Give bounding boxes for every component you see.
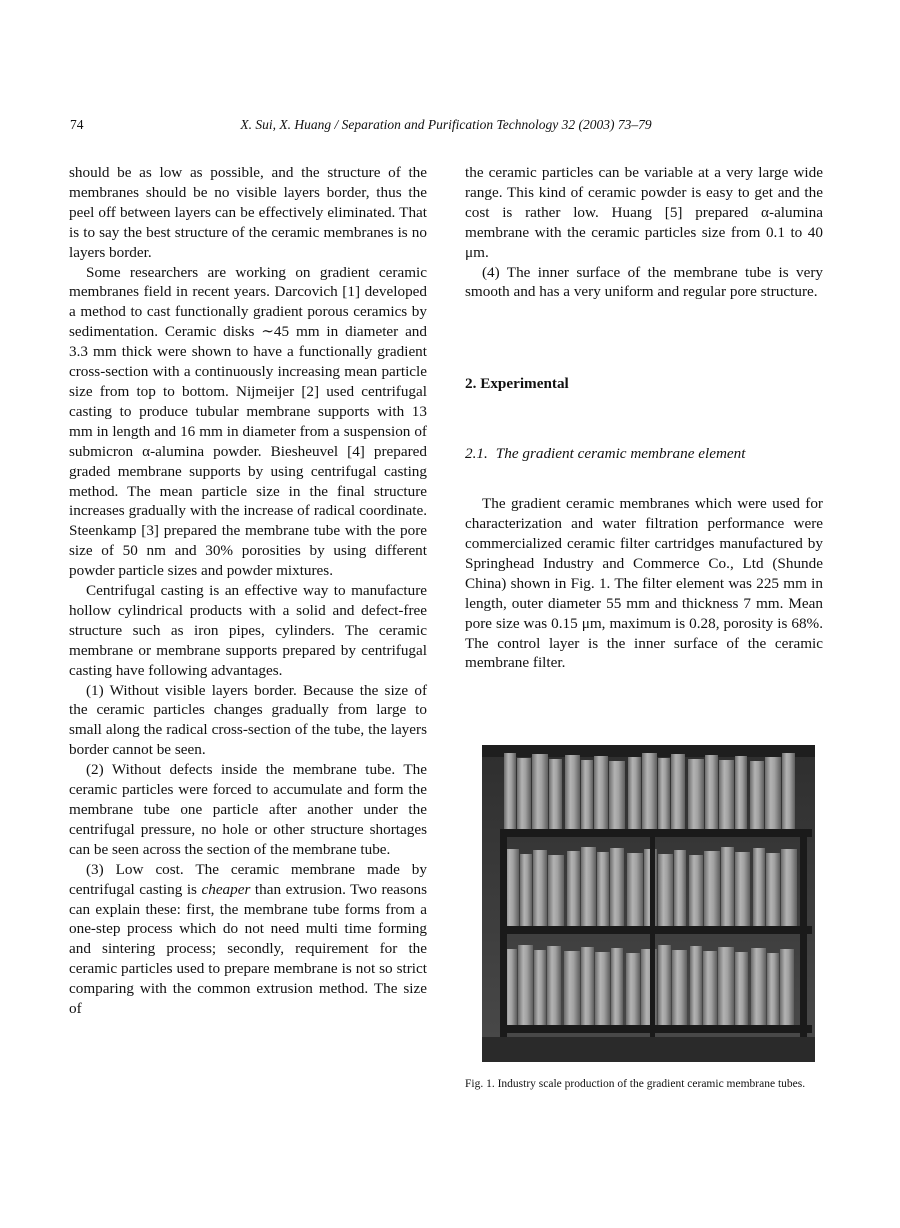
ceramic-tube (690, 946, 702, 1025)
ceramic-tube (721, 847, 734, 926)
ceramic-tube (518, 945, 533, 1025)
ceramic-tube (534, 950, 546, 1025)
subsection-title: The gradient ceramic membrane element (495, 445, 746, 463)
ceramic-tube (671, 754, 685, 829)
ceramic-tube (628, 757, 641, 829)
ceramic-tube (672, 950, 687, 1025)
ceramic-tube (735, 756, 747, 829)
ceramic-tube (703, 951, 717, 1025)
page-number: 74 (70, 117, 84, 132)
ceramic-tube (565, 755, 580, 829)
ceramic-tube (520, 854, 532, 926)
advantage-3 (69, 860, 427, 1019)
ceramic-tube (517, 758, 531, 829)
ceramic-tube (674, 850, 686, 926)
paragraph-membrane-element: The gradient ceramic membranes which were used for characterization and water filtration performance were commercialized ceramic filter cartridges manufactured by Springhead Industry and Commerce Co., Ltd (Shunde China) shown in Fig. 1. The filter element was 225 mm in length, outer diameter 55 mm and thickness 7 mm. Mean pore size was 0.15 μm, maximum is 0.28, porosity is 68%. The control layer is the inner surface of the ceramic membrane filter. (465, 495, 823, 672)
ceramic-tube (781, 849, 797, 926)
ceramic-tube (705, 755, 718, 829)
ceramic-tube (595, 952, 610, 1025)
advantage-3-text-a: (3) Low cost. The ceramic membrane made by centrifugal casting is (69, 860, 427, 898)
ceramic-tube (504, 753, 516, 829)
ceramic-tube (627, 853, 643, 926)
left-column (69, 163, 427, 1019)
ceramic-tube (751, 948, 766, 1025)
ceramic-tube (766, 853, 780, 926)
paragraph-continuation-right: the ceramic particles can be variable at a very large wide range. This kind of ceramic powder is easy to get and the cost is rather low. Huang [5] prepared α-alumina membrane with the ceramic particles size from 0.1 to 40 μm. (465, 164, 823, 261)
ceramic-tube (718, 947, 734, 1025)
ceramic-tube (611, 948, 623, 1025)
ceramic-tube (597, 852, 609, 926)
ceramic-tube (767, 953, 779, 1025)
ceramic-tube (564, 951, 580, 1025)
ceramic-tube (581, 847, 596, 926)
ceramic-tube (658, 758, 670, 829)
ceramic-tube (581, 760, 593, 829)
ceramic-tube (626, 953, 640, 1025)
running-header (70, 117, 822, 137)
ceramic-tube (547, 946, 561, 1025)
ceramic-tube (782, 753, 795, 829)
figure-photo-membrane-tubes (482, 745, 815, 1062)
advantage-3-text-b: than extrusion. Two reasons can explain these: first, the membrane tube forms from a one-step process which do not need multi time forming and sintering process; secondly, requirement for the ceramic particles used to prepare membrane is not so strict comparing with the common extrusion method. The size of (69, 880, 427, 1018)
ceramic-tube (750, 761, 764, 829)
ceramic-tube (594, 756, 608, 829)
subsection-heading (465, 444, 823, 464)
photo-membrane-tubes-on-shelves (482, 745, 815, 1062)
ceramic-tube (689, 855, 703, 926)
ceramic-tube (688, 759, 704, 829)
ceramic-tube (704, 851, 720, 926)
paragraph-related-work: Some researchers are working on gradient ceramic membranes field in recent years. Darcovich [1] developed a method to cast functionally gradient porous ceramics by sedimentation. Ceramic disks ∼45 mm in diameter and 3.3 mm thick were shown to have a functionally gradient cross-section with a continuously increasing mean particle size from top to bottom. Nijmeijer [2] used centrifugal casting to produce tubular membrane supports with 13 mm in length and 16 mm in diameter from a suspension of submicron α-alumina powder. Biesheuvel [4] prepared graded membrane supports by using centrifugal casting method. The mean particle size in the final structure increases gradually with the increase of radical coordinate. Steenkamp [3] prepared the membrane tube with the pore size of 50 nm and 30% porosities by using different powder particle sizes and powder mixtures. (69, 263, 427, 580)
ceramic-tube (532, 754, 548, 829)
ceramic-tube (610, 848, 624, 926)
ceramic-tube (658, 854, 673, 926)
ceramic-tube (753, 848, 765, 926)
right-column (465, 163, 823, 673)
ceramic-tube (609, 761, 625, 829)
ceramic-tube (735, 952, 748, 1025)
ceramic-tube (567, 851, 580, 926)
ceramic-tube (780, 949, 794, 1025)
ceramic-tube (658, 945, 671, 1025)
subsection-number: 2.1. (465, 445, 488, 463)
journal-citation: X. Sui, X. Huang / Separation and Purification Technology 32 (2003) 73–79 (240, 117, 652, 132)
advantage-4: (4) The inner surface of the membrane tube is very smooth and has a very uniform and regular pore structure. (465, 263, 823, 301)
advantage-1: (1) Without visible layers border. Because the size of the ceramic particles changes gradually from large to small along the radical cross-section of the tube, the layers border cannot be seen. (69, 681, 427, 759)
ceramic-tube (765, 757, 781, 829)
advantage-2: (2) Without defects inside the membrane tube. The ceramic particles were forced to accumulate and form the membrane tube one particle after another under the centrifugal pressure, no hole or other structure shortages can be seen across the section of the membrane tube. (69, 761, 427, 858)
section-heading: 2. Experimental (465, 375, 569, 393)
ceramic-tube (549, 759, 562, 829)
paragraph-centrifugal-casting: Centrifugal casting is an effective way to manufacture hollow cylindrical products with a solid and defect-free structure such as iron pipes, cylinders. The ceramic membrane or membrane supports prepared by centrifugal casting have following advantages. (69, 582, 427, 679)
ceramic-tube (642, 753, 657, 829)
paragraph-continuation: should be as low as possible, and the structure of the membranes should be no visible layers border, thus the peel off between layers can be effectively eliminated. That is to say the best structure of the ceramic membranes is no layers border. (69, 164, 427, 261)
ceramic-tube (548, 855, 564, 926)
ceramic-tube (581, 947, 594, 1025)
figure-caption: Fig. 1. Industry scale production of the gradient ceramic membrane tubes. (465, 1078, 806, 1090)
emphasis-cheaper: cheaper (201, 880, 251, 898)
ceramic-tube (533, 850, 547, 926)
ceramic-tube (735, 852, 750, 926)
ceramic-tube (719, 760, 734, 829)
